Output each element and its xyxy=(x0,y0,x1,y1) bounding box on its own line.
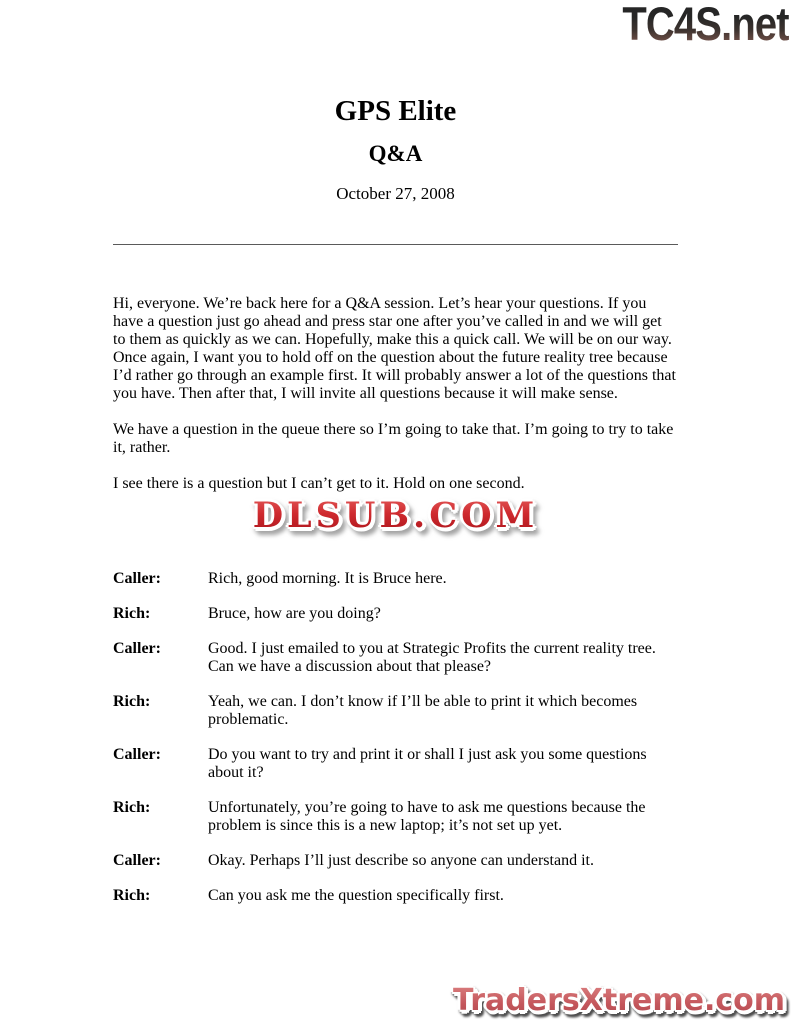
speaker-text: Unfortunately, you’re going to have to ask me questions because the problem is since this is a new laptop; it’s not set up yet. xyxy=(208,799,646,834)
speaker-text: Okay. Perhaps I’ll just describe so anyone can understand it. xyxy=(208,852,594,869)
dialogue-section xyxy=(113,570,678,905)
intro-paragraph: We have a question in the queue there so I’m going to take that. I’m going to try to take it, rather. xyxy=(113,421,674,456)
page-title: GPS Elite xyxy=(334,95,457,127)
dialogue-row xyxy=(113,746,678,782)
dialogue-row xyxy=(113,693,678,729)
speaker-label: Caller: xyxy=(113,746,161,763)
intro-paragraph: Hi, everyone. We’re back here for a Q&A session. Let’s hear your questions. If you have a question just go ahead and press star one after you’ve called in and we will get to them as quickly as we can. Hopefully, make this a quick call. We will be on our way. Once again, I want you to hold off on the question about the future reality tree because I’d rather go through an example first. It will probably answer a lot of the questions that you have. Then after that, I will invite all questions because it will make sense. xyxy=(113,295,676,402)
dialogue-row xyxy=(113,605,678,623)
speaker-label: Caller: xyxy=(113,570,161,587)
dialogue-row xyxy=(113,799,678,835)
dialogue-row xyxy=(113,852,678,870)
speaker-text: Bruce, how are you doing? xyxy=(208,605,381,622)
dialogue-row xyxy=(113,640,678,676)
intro-paragraph: I see there is a question but I can’t get to it. Hold on one second. xyxy=(113,475,525,492)
speaker-label: Rich: xyxy=(113,887,151,904)
dlsub-watermark-wrap xyxy=(113,495,678,536)
speaker-text: Rich, good morning. It is Bruce here. xyxy=(208,570,447,587)
divider xyxy=(113,244,678,245)
document-content xyxy=(0,95,791,905)
dialogue-row xyxy=(113,887,678,905)
speaker-label: Caller: xyxy=(113,852,161,869)
speaker-text: Do you want to try and print it or shall I just ask you some questions about it? xyxy=(208,746,647,781)
intro-section xyxy=(113,295,678,493)
dlsub-watermark: DLSUB.COM xyxy=(252,495,539,536)
tc4s-logo: TC4S.net xyxy=(623,0,789,51)
speaker-label: Rich: xyxy=(113,693,151,710)
page-subtitle: Q&A xyxy=(368,141,423,166)
speaker-label: Rich: xyxy=(113,605,151,622)
dialogue-row xyxy=(113,570,678,588)
speaker-label: Caller: xyxy=(113,640,161,657)
page-date: October 27, 2008 xyxy=(336,184,455,203)
speaker-text: Good. I just emailed to you at Strategic Profits the current reality tree. Can we have a discussion about that please? xyxy=(208,640,656,675)
speaker-text: Can you ask me the question specifically first. xyxy=(208,887,504,904)
speaker-text: Yeah, we can. I don’t know if I’ll be able to print it which becomes problematic. xyxy=(208,693,638,728)
tradersxtreme-logo: TradersXtreme.com xyxy=(453,983,785,1018)
speaker-label: Rich: xyxy=(113,799,151,816)
